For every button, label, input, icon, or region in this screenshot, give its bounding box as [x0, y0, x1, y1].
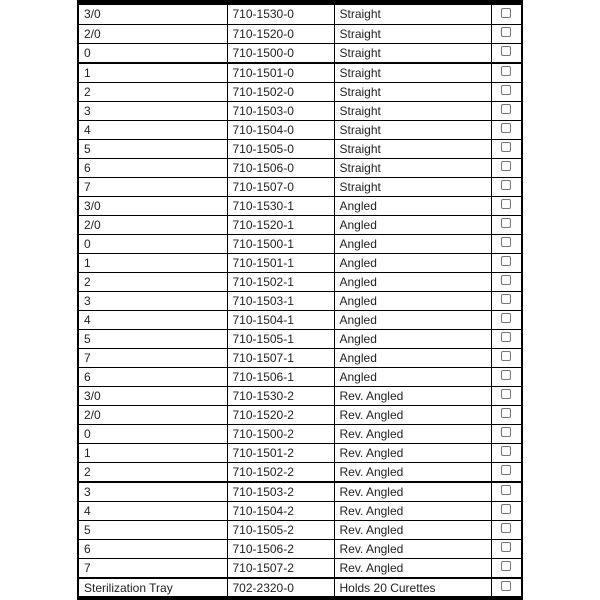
size-cell: 4 — [79, 501, 227, 520]
table-row — [79, 443, 521, 462]
type-cell: Rev. Angled — [334, 443, 491, 462]
size-cell: 3/0 — [79, 386, 227, 405]
select-checkbox[interactable] — [501, 294, 511, 304]
part-number-cell: 710-1506-0 — [227, 158, 334, 177]
type-cell: Straight — [334, 63, 491, 83]
type-cell: Angled — [334, 348, 491, 367]
select-checkbox[interactable] — [501, 237, 511, 247]
type-cell: Angled — [334, 310, 491, 329]
table-row — [79, 310, 521, 329]
part-number-cell: 710-1504-0 — [227, 120, 334, 139]
select-checkbox[interactable] — [501, 542, 511, 552]
size-cell: 6 — [79, 367, 227, 386]
type-cell: Angled — [334, 234, 491, 253]
select-cell — [491, 348, 521, 367]
select-checkbox[interactable] — [501, 46, 511, 56]
select-checkbox[interactable] — [501, 351, 511, 361]
select-checkbox[interactable] — [501, 465, 511, 475]
part-number-cell: 710-1507-0 — [227, 177, 334, 196]
part-number-cell: 710-1501-2 — [227, 443, 334, 462]
parts-table-body — [79, 5, 521, 597]
part-number-cell: 710-1503-2 — [227, 482, 334, 502]
part-number-cell: 710-1530-2 — [227, 386, 334, 405]
select-checkbox[interactable] — [501, 66, 511, 76]
table-row — [79, 329, 521, 348]
size-cell: 1 — [79, 443, 227, 462]
select-cell — [491, 367, 521, 386]
size-cell: 6 — [79, 539, 227, 558]
select-cell — [491, 177, 521, 196]
part-number-cell: 710-1530-0 — [227, 5, 334, 24]
type-cell: Straight — [334, 43, 491, 63]
part-number-cell: 710-1500-1 — [227, 234, 334, 253]
table-row — [79, 63, 521, 83]
part-number-cell: 710-1507-2 — [227, 558, 334, 578]
type-cell: Rev. Angled — [334, 520, 491, 539]
size-cell: 2 — [79, 272, 227, 291]
select-cell — [491, 482, 521, 502]
parts-table — [79, 5, 521, 598]
table-row — [79, 520, 521, 539]
select-checkbox[interactable] — [501, 408, 511, 418]
type-cell: Straight — [334, 139, 491, 158]
type-cell: Rev. Angled — [334, 558, 491, 578]
part-number-cell: 710-1520-2 — [227, 405, 334, 424]
table-row — [79, 82, 521, 101]
size-cell: 6 — [79, 158, 227, 177]
select-checkbox[interactable] — [501, 123, 511, 133]
size-cell: 0 — [79, 43, 227, 63]
select-checkbox[interactable] — [501, 427, 511, 437]
select-checkbox[interactable] — [501, 504, 511, 514]
size-cell: 2/0 — [79, 215, 227, 234]
type-cell: Angled — [334, 215, 491, 234]
select-cell — [491, 539, 521, 558]
size-cell: 5 — [79, 139, 227, 158]
select-cell — [491, 215, 521, 234]
type-cell: Rev. Angled — [334, 424, 491, 443]
size-cell: 3 — [79, 291, 227, 310]
part-number-cell: 710-1504-1 — [227, 310, 334, 329]
part-number-cell: 710-1506-1 — [227, 367, 334, 386]
table-row — [79, 386, 521, 405]
size-cell: 5 — [79, 520, 227, 539]
part-number-cell: 710-1502-2 — [227, 462, 334, 482]
select-cell — [491, 120, 521, 139]
type-cell: Straight — [334, 158, 491, 177]
part-number-cell: 710-1506-2 — [227, 539, 334, 558]
select-cell — [491, 158, 521, 177]
table-row — [79, 253, 521, 272]
type-cell: Angled — [334, 291, 491, 310]
type-cell: Rev. Angled — [334, 386, 491, 405]
size-cell: 4 — [79, 120, 227, 139]
size-cell: Sterilization Tray — [79, 578, 227, 598]
select-checkbox[interactable] — [501, 161, 511, 171]
part-number-cell: 710-1530-1 — [227, 196, 334, 215]
part-number-cell: 710-1520-1 — [227, 215, 334, 234]
select-checkbox[interactable] — [501, 8, 511, 18]
table-row — [79, 405, 521, 424]
select-cell — [491, 234, 521, 253]
type-cell: Angled — [334, 196, 491, 215]
table-row — [79, 291, 521, 310]
part-number-cell: 710-1520-0 — [227, 24, 334, 43]
select-cell — [491, 329, 521, 348]
type-cell: Rev. Angled — [334, 462, 491, 482]
type-cell: Straight — [334, 82, 491, 101]
part-number-cell: 710-1500-2 — [227, 424, 334, 443]
size-cell: 3/0 — [79, 5, 227, 24]
size-cell: 2 — [79, 82, 227, 101]
select-cell — [491, 443, 521, 462]
table-row — [79, 24, 521, 43]
size-cell: 3/0 — [79, 196, 227, 215]
table-row — [79, 539, 521, 558]
part-number-cell: 710-1505-0 — [227, 139, 334, 158]
select-checkbox[interactable] — [501, 370, 511, 380]
table-row — [79, 5, 521, 24]
table-row — [79, 578, 521, 598]
size-cell: 2/0 — [79, 24, 227, 43]
select-cell — [491, 196, 521, 215]
size-cell: 3 — [79, 101, 227, 120]
select-cell — [491, 291, 521, 310]
select-checkbox[interactable] — [501, 389, 511, 399]
table-row — [79, 101, 521, 120]
size-cell: 1 — [79, 253, 227, 272]
parts-sheet — [77, 0, 523, 600]
select-cell — [491, 386, 521, 405]
size-cell: 4 — [79, 310, 227, 329]
type-cell: Angled — [334, 272, 491, 291]
select-cell — [491, 520, 521, 539]
select-cell — [491, 24, 521, 43]
select-cell — [491, 253, 521, 272]
select-cell — [491, 101, 521, 120]
select-checkbox[interactable] — [501, 27, 511, 37]
size-cell: 5 — [79, 329, 227, 348]
type-cell: Angled — [334, 253, 491, 272]
table-row — [79, 120, 521, 139]
size-cell: 0 — [79, 424, 227, 443]
select-cell — [491, 5, 521, 24]
size-cell: 7 — [79, 177, 227, 196]
part-number-cell: 702-2320-0 — [227, 578, 334, 598]
type-cell: Straight — [334, 24, 491, 43]
type-cell: Holds 20 Curettes — [334, 578, 491, 598]
bottom-border — [79, 596, 521, 600]
part-number-cell: 710-1500-0 — [227, 43, 334, 63]
table-row — [79, 482, 521, 502]
table-row — [79, 558, 521, 578]
select-checkbox[interactable] — [501, 332, 511, 342]
table-row — [79, 367, 521, 386]
select-cell — [491, 578, 521, 598]
select-checkbox[interactable] — [501, 446, 511, 456]
table-row — [79, 348, 521, 367]
select-cell — [491, 405, 521, 424]
type-cell: Rev. Angled — [334, 482, 491, 502]
table-row — [79, 177, 521, 196]
type-cell: Straight — [334, 120, 491, 139]
table-row — [79, 139, 521, 158]
select-checkbox[interactable] — [501, 581, 511, 591]
select-checkbox[interactable] — [501, 313, 511, 323]
select-checkbox[interactable] — [501, 523, 511, 533]
select-cell — [491, 462, 521, 482]
table-row — [79, 272, 521, 291]
table-row — [79, 462, 521, 482]
select-cell — [491, 558, 521, 578]
size-cell: 7 — [79, 348, 227, 367]
size-cell: 0 — [79, 234, 227, 253]
select-cell — [491, 424, 521, 443]
type-cell: Rev. Angled — [334, 539, 491, 558]
type-cell: Rev. Angled — [334, 405, 491, 424]
part-number-cell: 710-1504-2 — [227, 501, 334, 520]
size-cell: 2/0 — [79, 405, 227, 424]
size-cell: 3 — [79, 482, 227, 502]
type-cell: Angled — [334, 329, 491, 348]
table-row — [79, 43, 521, 63]
part-number-cell: 710-1507-1 — [227, 348, 334, 367]
type-cell: Straight — [334, 177, 491, 196]
table-row — [79, 501, 521, 520]
type-cell: Straight — [334, 101, 491, 120]
table-row — [79, 424, 521, 443]
select-checkbox[interactable] — [501, 199, 511, 209]
table-row — [79, 158, 521, 177]
select-cell — [491, 82, 521, 101]
select-cell — [491, 43, 521, 63]
select-checkbox[interactable] — [501, 180, 511, 190]
select-checkbox[interactable] — [501, 142, 511, 152]
select-checkbox[interactable] — [501, 561, 511, 571]
size-cell: 7 — [79, 558, 227, 578]
select-checkbox[interactable] — [501, 256, 511, 266]
select-checkbox[interactable] — [501, 104, 511, 114]
select-cell — [491, 139, 521, 158]
table-row — [79, 234, 521, 253]
select-cell — [491, 310, 521, 329]
size-cell: 1 — [79, 63, 227, 83]
select-checkbox[interactable] — [501, 485, 511, 495]
part-number-cell: 710-1505-1 — [227, 329, 334, 348]
table-row — [79, 196, 521, 215]
part-number-cell: 710-1502-1 — [227, 272, 334, 291]
part-number-cell: 710-1505-2 — [227, 520, 334, 539]
part-number-cell: 710-1503-1 — [227, 291, 334, 310]
select-cell — [491, 272, 521, 291]
table-row — [79, 215, 521, 234]
part-number-cell: 710-1501-0 — [227, 63, 334, 83]
type-cell: Angled — [334, 367, 491, 386]
select-cell — [491, 501, 521, 520]
part-number-cell: 710-1501-1 — [227, 253, 334, 272]
part-number-cell: 710-1503-0 — [227, 101, 334, 120]
select-checkbox[interactable] — [501, 85, 511, 95]
select-cell — [491, 63, 521, 83]
size-cell: 2 — [79, 462, 227, 482]
type-cell: Straight — [334, 5, 491, 24]
select-checkbox[interactable] — [501, 218, 511, 228]
part-number-cell: 710-1502-0 — [227, 82, 334, 101]
type-cell: Rev. Angled — [334, 501, 491, 520]
select-checkbox[interactable] — [501, 275, 511, 285]
